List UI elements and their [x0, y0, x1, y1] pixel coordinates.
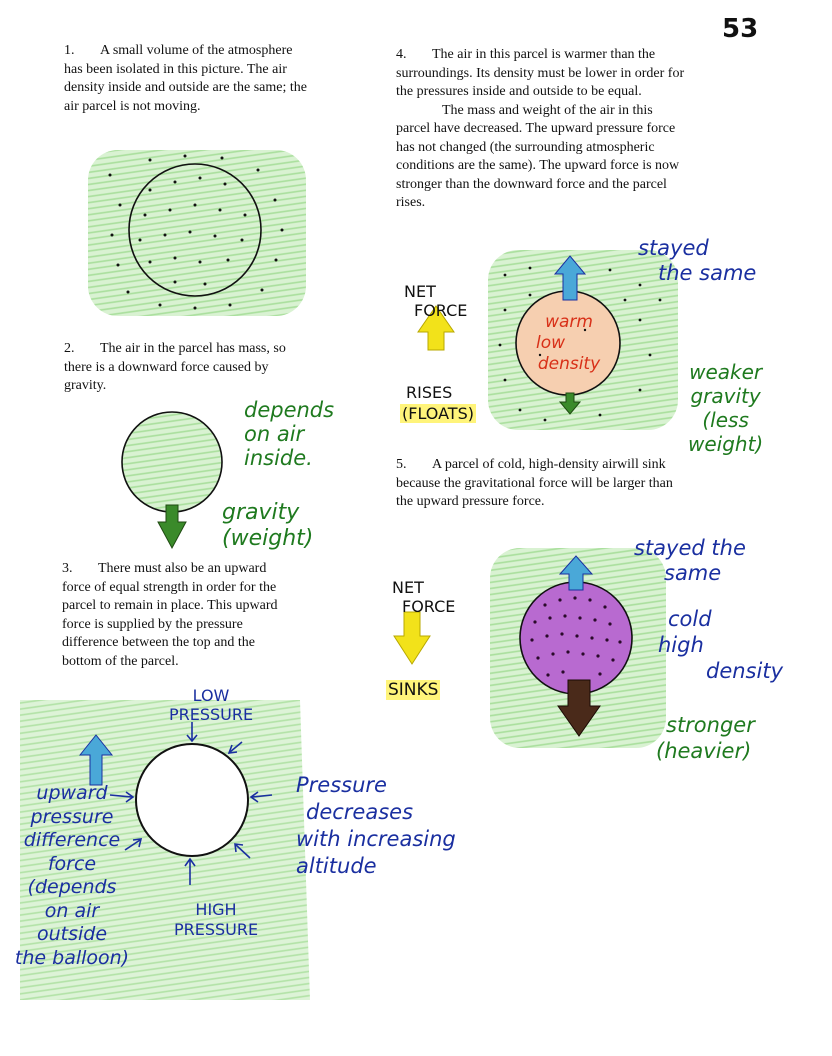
note-line: NET: [404, 282, 436, 301]
note-line: altitude: [296, 854, 377, 878]
floats-highlight: (FLOATS): [402, 404, 474, 423]
note-pressure-decreases: [296, 772, 456, 880]
section-text: The air in this parcel is warmer than the surroundings. Its density must be lower in order for the pressures inside and outside to be equal.: [396, 47, 685, 99]
note-rises-floats: [400, 382, 476, 424]
note-line: FORCE: [414, 301, 468, 320]
note-line: difference: [23, 829, 121, 851]
note-line: HIGH: [195, 900, 237, 919]
section-text: A small volume of the atmosphere has been isolated in this picture. The air density inside and outside are the same; the air parcel is not moving.: [64, 43, 307, 114]
note-line: stronger: [666, 713, 755, 737]
note-line: density: [706, 659, 783, 683]
note-line: with increasing: [296, 827, 456, 851]
parcel-circle: [122, 412, 222, 512]
section-2: [64, 340, 304, 396]
section-number: 1.: [64, 43, 75, 58]
section-text-continued: The mass and weight of the air in this parcel have decreased. The upward pressure force has not changed (the surrounding atmospheric conditions are the same). The upward force is now stronger than the downward force and the parcel rises.: [396, 102, 680, 210]
note-line: Pressure: [296, 773, 387, 797]
note-line: FORCE: [402, 597, 456, 616]
note-line: same: [664, 561, 722, 585]
green-shading: [88, 150, 306, 316]
note-line: RISES: [406, 383, 453, 402]
note-line: PRESSURE: [168, 705, 254, 724]
note-gravity-weight: [222, 500, 313, 552]
note-line: pressure: [30, 805, 114, 828]
section-number: 5.: [396, 457, 407, 472]
note-line: decreases: [306, 800, 414, 824]
note-line: weight): [688, 432, 764, 456]
note-stayed-the-same-2: [634, 536, 746, 586]
page-number: 53: [722, 14, 759, 44]
note-stronger-heavier: [656, 712, 755, 764]
note-line: (less: [702, 408, 749, 432]
section-5: [396, 456, 686, 512]
note-line: warm: [545, 312, 593, 332]
note-stayed-the-same-1: [638, 236, 756, 286]
note-line-highlight: [400, 403, 476, 424]
note-net-force-2: [392, 578, 455, 616]
note-warm-low-density: [532, 312, 606, 375]
note-line: inside.: [244, 446, 313, 470]
note-upward-pressure-force: [8, 782, 136, 970]
note-line: stayed the: [634, 536, 746, 560]
note-line: (weight): [222, 526, 314, 551]
sinks-highlight: SINKS: [388, 680, 439, 700]
note-line: density: [537, 354, 601, 374]
section-text: The air in the parcel has mass, so there is a downward force caused by gravity.: [64, 341, 286, 393]
note-sinks: [386, 680, 440, 700]
sinks-arrow: [394, 612, 430, 664]
section-number: 3.: [62, 561, 73, 576]
note-line: (heavier): [656, 739, 752, 763]
note-line: low: [536, 333, 566, 353]
section-3: [62, 560, 294, 671]
note-line: outside: [36, 923, 108, 945]
note-line: PRESSURE: [173, 920, 259, 939]
section-number: 4.: [396, 47, 407, 62]
section-4: [396, 46, 686, 213]
note-net-force-1: [404, 282, 467, 320]
note-high-pressure: [160, 900, 272, 940]
note-line: on air: [44, 899, 100, 922]
note-line: high: [658, 633, 704, 657]
figure-1-neutral-parcel: [88, 150, 306, 316]
note-line: the same: [658, 261, 757, 285]
section-text: A parcel of cold, high-density airwill sink because the gravitational force will be larger than the upward pressure force.: [396, 457, 673, 509]
note-line: (depends: [27, 876, 117, 898]
section-text: There must also be an upward force of equal strength in order for the parcel to remain in place. This upward force is supplied by the pressure difference between the top and the bottom of the parcel.: [62, 561, 278, 669]
note-line: NET: [392, 578, 424, 597]
note-line: depends: [244, 398, 335, 422]
note-line: weaker: [689, 360, 763, 384]
figure-2-gravity-parcel: [122, 412, 222, 548]
note-low-pressure: [152, 686, 270, 724]
note-line: cold: [668, 607, 712, 631]
note-line: on air: [244, 422, 305, 446]
section-number: 2.: [64, 341, 75, 356]
section-1: [64, 42, 310, 116]
note-line: LOW: [192, 686, 230, 705]
note-line: gravity: [222, 500, 300, 525]
note-weaker-gravity: [688, 360, 763, 456]
note-line: force: [47, 852, 97, 875]
parcel-circle: [136, 744, 248, 856]
note-depends-on-air-inside: [244, 398, 334, 470]
note-line: upward: [36, 782, 108, 804]
note-cold-high-density: [658, 606, 783, 684]
note-line: stayed: [638, 236, 709, 260]
note-line: the balloon): [14, 946, 130, 969]
note-line: gravity: [690, 384, 761, 408]
